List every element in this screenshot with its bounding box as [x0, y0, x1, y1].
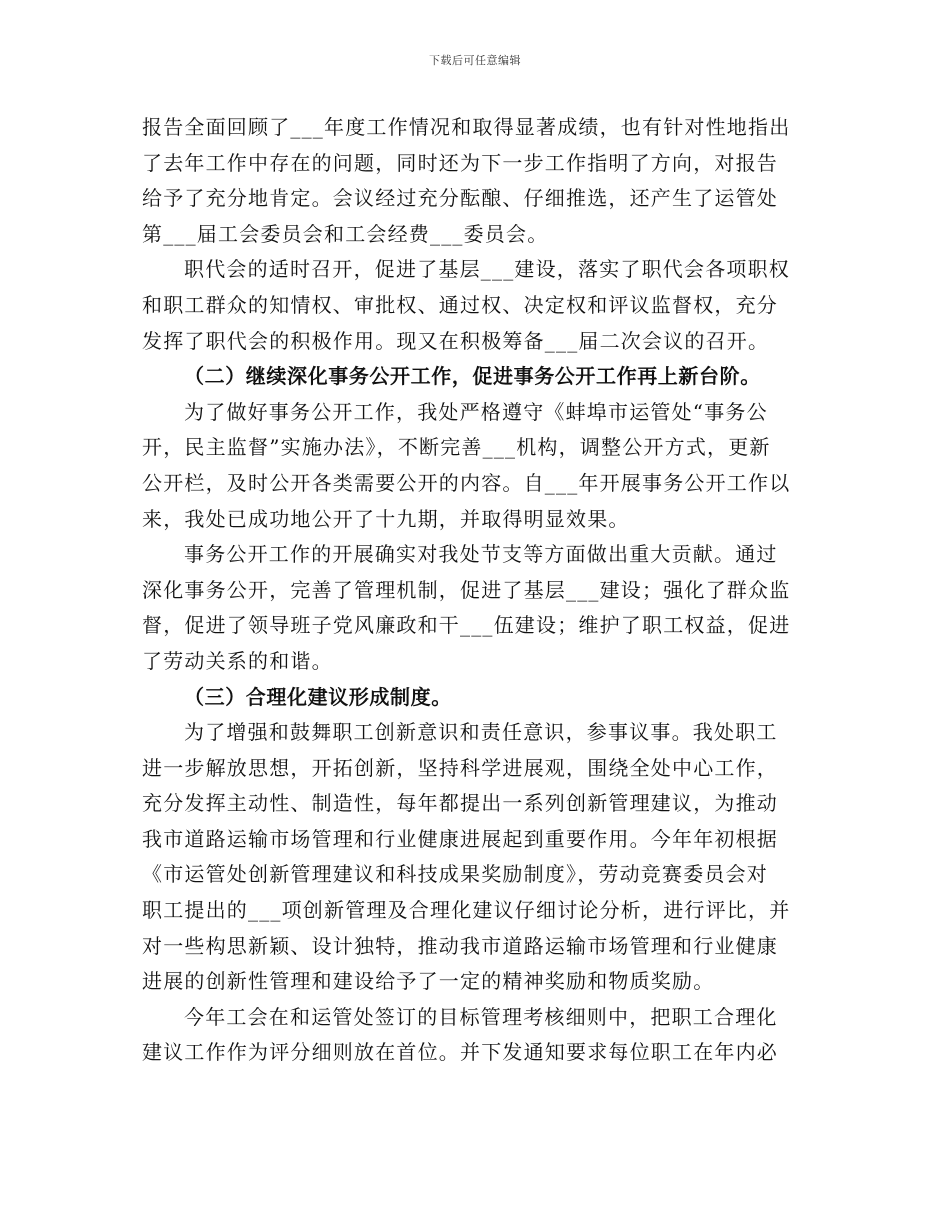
paragraph-4: [142, 537, 812, 679]
text-line: 公开栏，及时公开各类需要公开的内容。自___年开展事务公开工作以: [142, 470, 791, 495]
text-line: 进一步解放思想，开拓创新，坚持科学进展观，围绕全处中心工作，: [142, 755, 778, 780]
text-line: 给予了充分地肯定。会议经过充分酝酿、仔细推选，还产生了运管处: [142, 186, 778, 211]
text-line: 和职工群众的知情权、审批权、通过权、决定权和评议监督权，充分: [142, 292, 778, 317]
text-line: 职工提出的___项创新管理及合理化建议仔细讨论分析，进行评比，并: [142, 898, 791, 923]
text-line: 了劳动关系的和谐。: [142, 648, 333, 673]
text-line: 深化事务公开，完善了管理机制，促进了基层___建设；强化了群众监: [142, 577, 791, 602]
text-line: 报告全面回顾了___年度工作情况和取得显著成绩，也有针对性地指出: [142, 115, 791, 139]
text-line: 进展的创新性管理和建设给予了一定的精神奖励和物质奖励。: [142, 969, 715, 994]
paragraph-2: [142, 252, 812, 359]
text-line: 《市运管处创新管理建议和科技成果奖励制度》，劳动竞赛委员会对: [142, 862, 768, 887]
text-line: 对一些构思新颖、设计独特，推动我市道路运输市场管理和行业健康: [142, 933, 778, 958]
text-line: 第___届工会委员会和工会经费___委员会。: [142, 221, 549, 246]
paragraph-3: [142, 395, 812, 537]
text-line: 为了增强和鼓舞职工创新意识和责任意识，参事议事。我处职工: [184, 720, 778, 745]
text-line: 了去年工作中存在的问题，同时还为下一步工作指明了方向，对报告: [142, 150, 778, 175]
text-line: 我市道路运输市场管理和行业健康进展起到重要作用。今年年初根据: [142, 826, 778, 851]
text-line: 建议工作作为评分细则放在首位。并下发通知要求每位职工在年内必: [142, 1040, 778, 1065]
paragraph-1: [142, 110, 812, 252]
text-line: 今年工会在和运管处签订的目标管理考核细则中，把职工合理化: [184, 1004, 778, 1029]
text-line: 发挥了职代会的积极作用。现又在积极筹备___届二次会议的召开。: [142, 328, 770, 353]
text-line: 充分发挥主动性、制造性，每年都提出一系列创新管理建议，为推动: [142, 791, 778, 816]
text-line: 来，我处已成功地公开了十九期，并取得明显效果。: [142, 506, 630, 531]
paragraph-6: [142, 1000, 812, 1071]
section-heading-3: （三）合理化建议形成制度。: [184, 684, 452, 709]
document-body: [142, 110, 812, 1071]
paragraph-5: [142, 715, 812, 1000]
page-header: 下载后可任意编辑: [429, 54, 521, 67]
text-line: 事务公开工作的开展确实对我处节支等方面做出重大贡献。通过: [184, 542, 778, 567]
section-heading-2: （二）继续深化事务公开工作，促进事务公开工作再上新台阶。: [184, 364, 761, 389]
text-line: 为了做好事务公开工作，我处严格遵守《蚌埠市运管处“事务公: [184, 399, 768, 424]
text-line: 开，民主监督”实施办法》，不断完善___机构，调整公开方式，更新: [142, 435, 771, 460]
text-line: 职代会的适时召开，促进了基层___建设，落实了职代会各项职权: [184, 257, 790, 282]
text-line: 督，促进了领导班子党风廉政和干___伍建设；维护了职工权益，促进: [142, 613, 791, 638]
